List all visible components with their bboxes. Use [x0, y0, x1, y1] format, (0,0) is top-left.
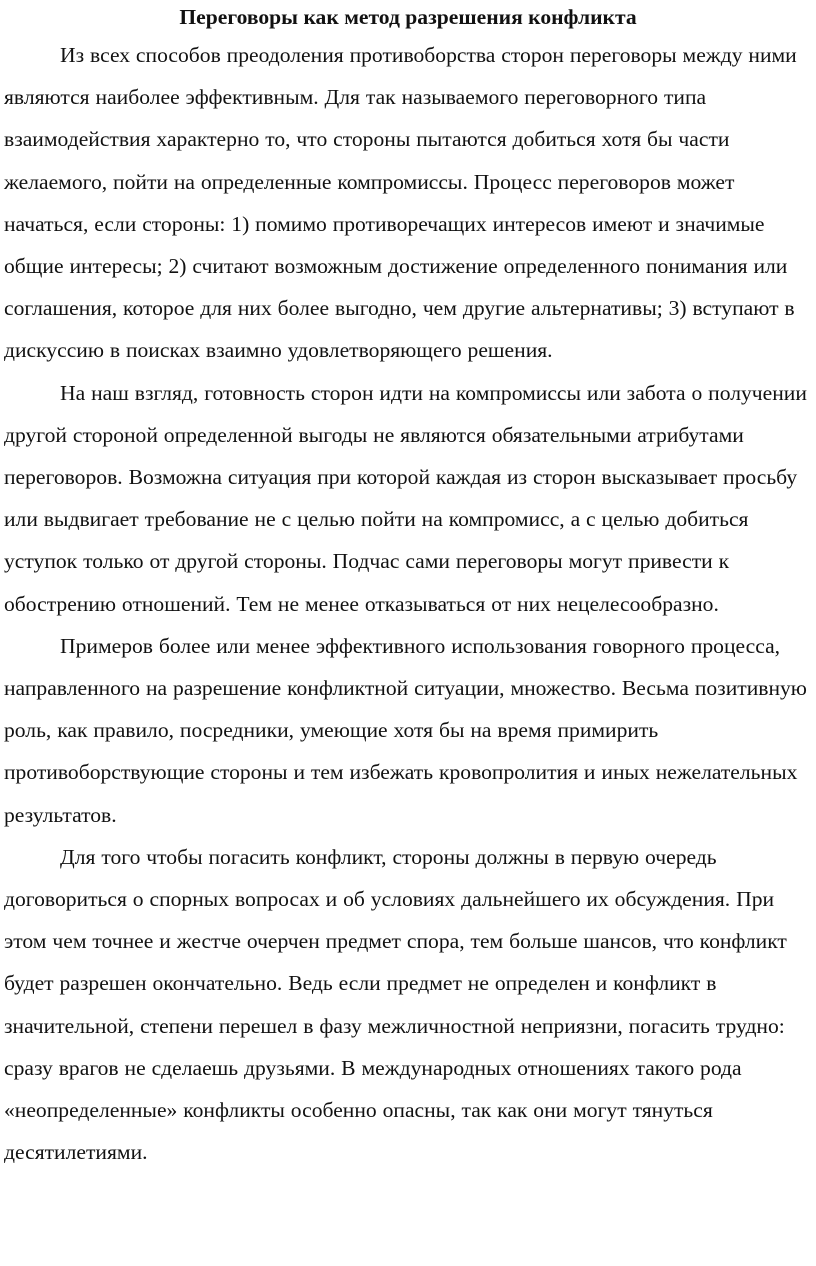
paragraph-3: Примеров более или менее эффективного использования говорного процесса, направленного на разрешение конфликтной ситуации, множество. Весьма позитивную роль, как правило, посредники, умеющие хотя бы на время примирить противоборствующие стороны и тем избежать кровопролития и иных нежелательных результатов. [4, 633, 807, 827]
paragraph-1: Из всех способов преодоления противоборства сторон переговоры между ними являются наиболее эффективным. Для так называемого переговорного типа взаимодействия характерно то, что стороны пытаются добиться хотя бы части желаемого, пойти на определенные компромиссы. Процесс переговоров может начаться, если стороны: 1) помимо противоречащих интересов имеют и значимые общие интересы; 2) считают возможным достижение определенного понимания или соглашения, которое для них более выгодно, чем другие альтернативы; 3) вступают в дискуссию в поисках взаимно удовлетворяющего решения. [4, 43, 797, 363]
paragraph-4: Для того чтобы погасить конфликт, стороны должны в первую очередь договориться о спорных вопросах и об условиях дальнейшего их обсуждения. При этом чем точнее и жестче очерчен предмет спора, тем больше шансов, что конфликт будет разрешен окончательно. Ведь если предмет не определен и конфликт в значительной, степени перешел в фазу межличностной неприязни, погасить трудно: сразу врагов не сделаешь друзьями. В международных отношениях такого рода «неопределенные» конфликты особенно опасны, так как они могут тянуться десятилетиями. [4, 844, 787, 1165]
document-title: Переговоры как метод разрешения конфликта [179, 5, 637, 29]
paragraph-2: На наш взгляд, готовность сторон идти на компромиссы или забота о получении другой стороной определенной выгоды не являются обязательными атрибутами переговоров. Возможна ситуация при которой каждая из сторон высказывает просьбу или выдвигает требование не с целью пойти на компромисс, а с целью добиться уступок только от другой стороны. Подчас сами переговоры могут привести к обострению отношений. Тем не менее отказываться от них нецелесообразно. [4, 380, 807, 616]
